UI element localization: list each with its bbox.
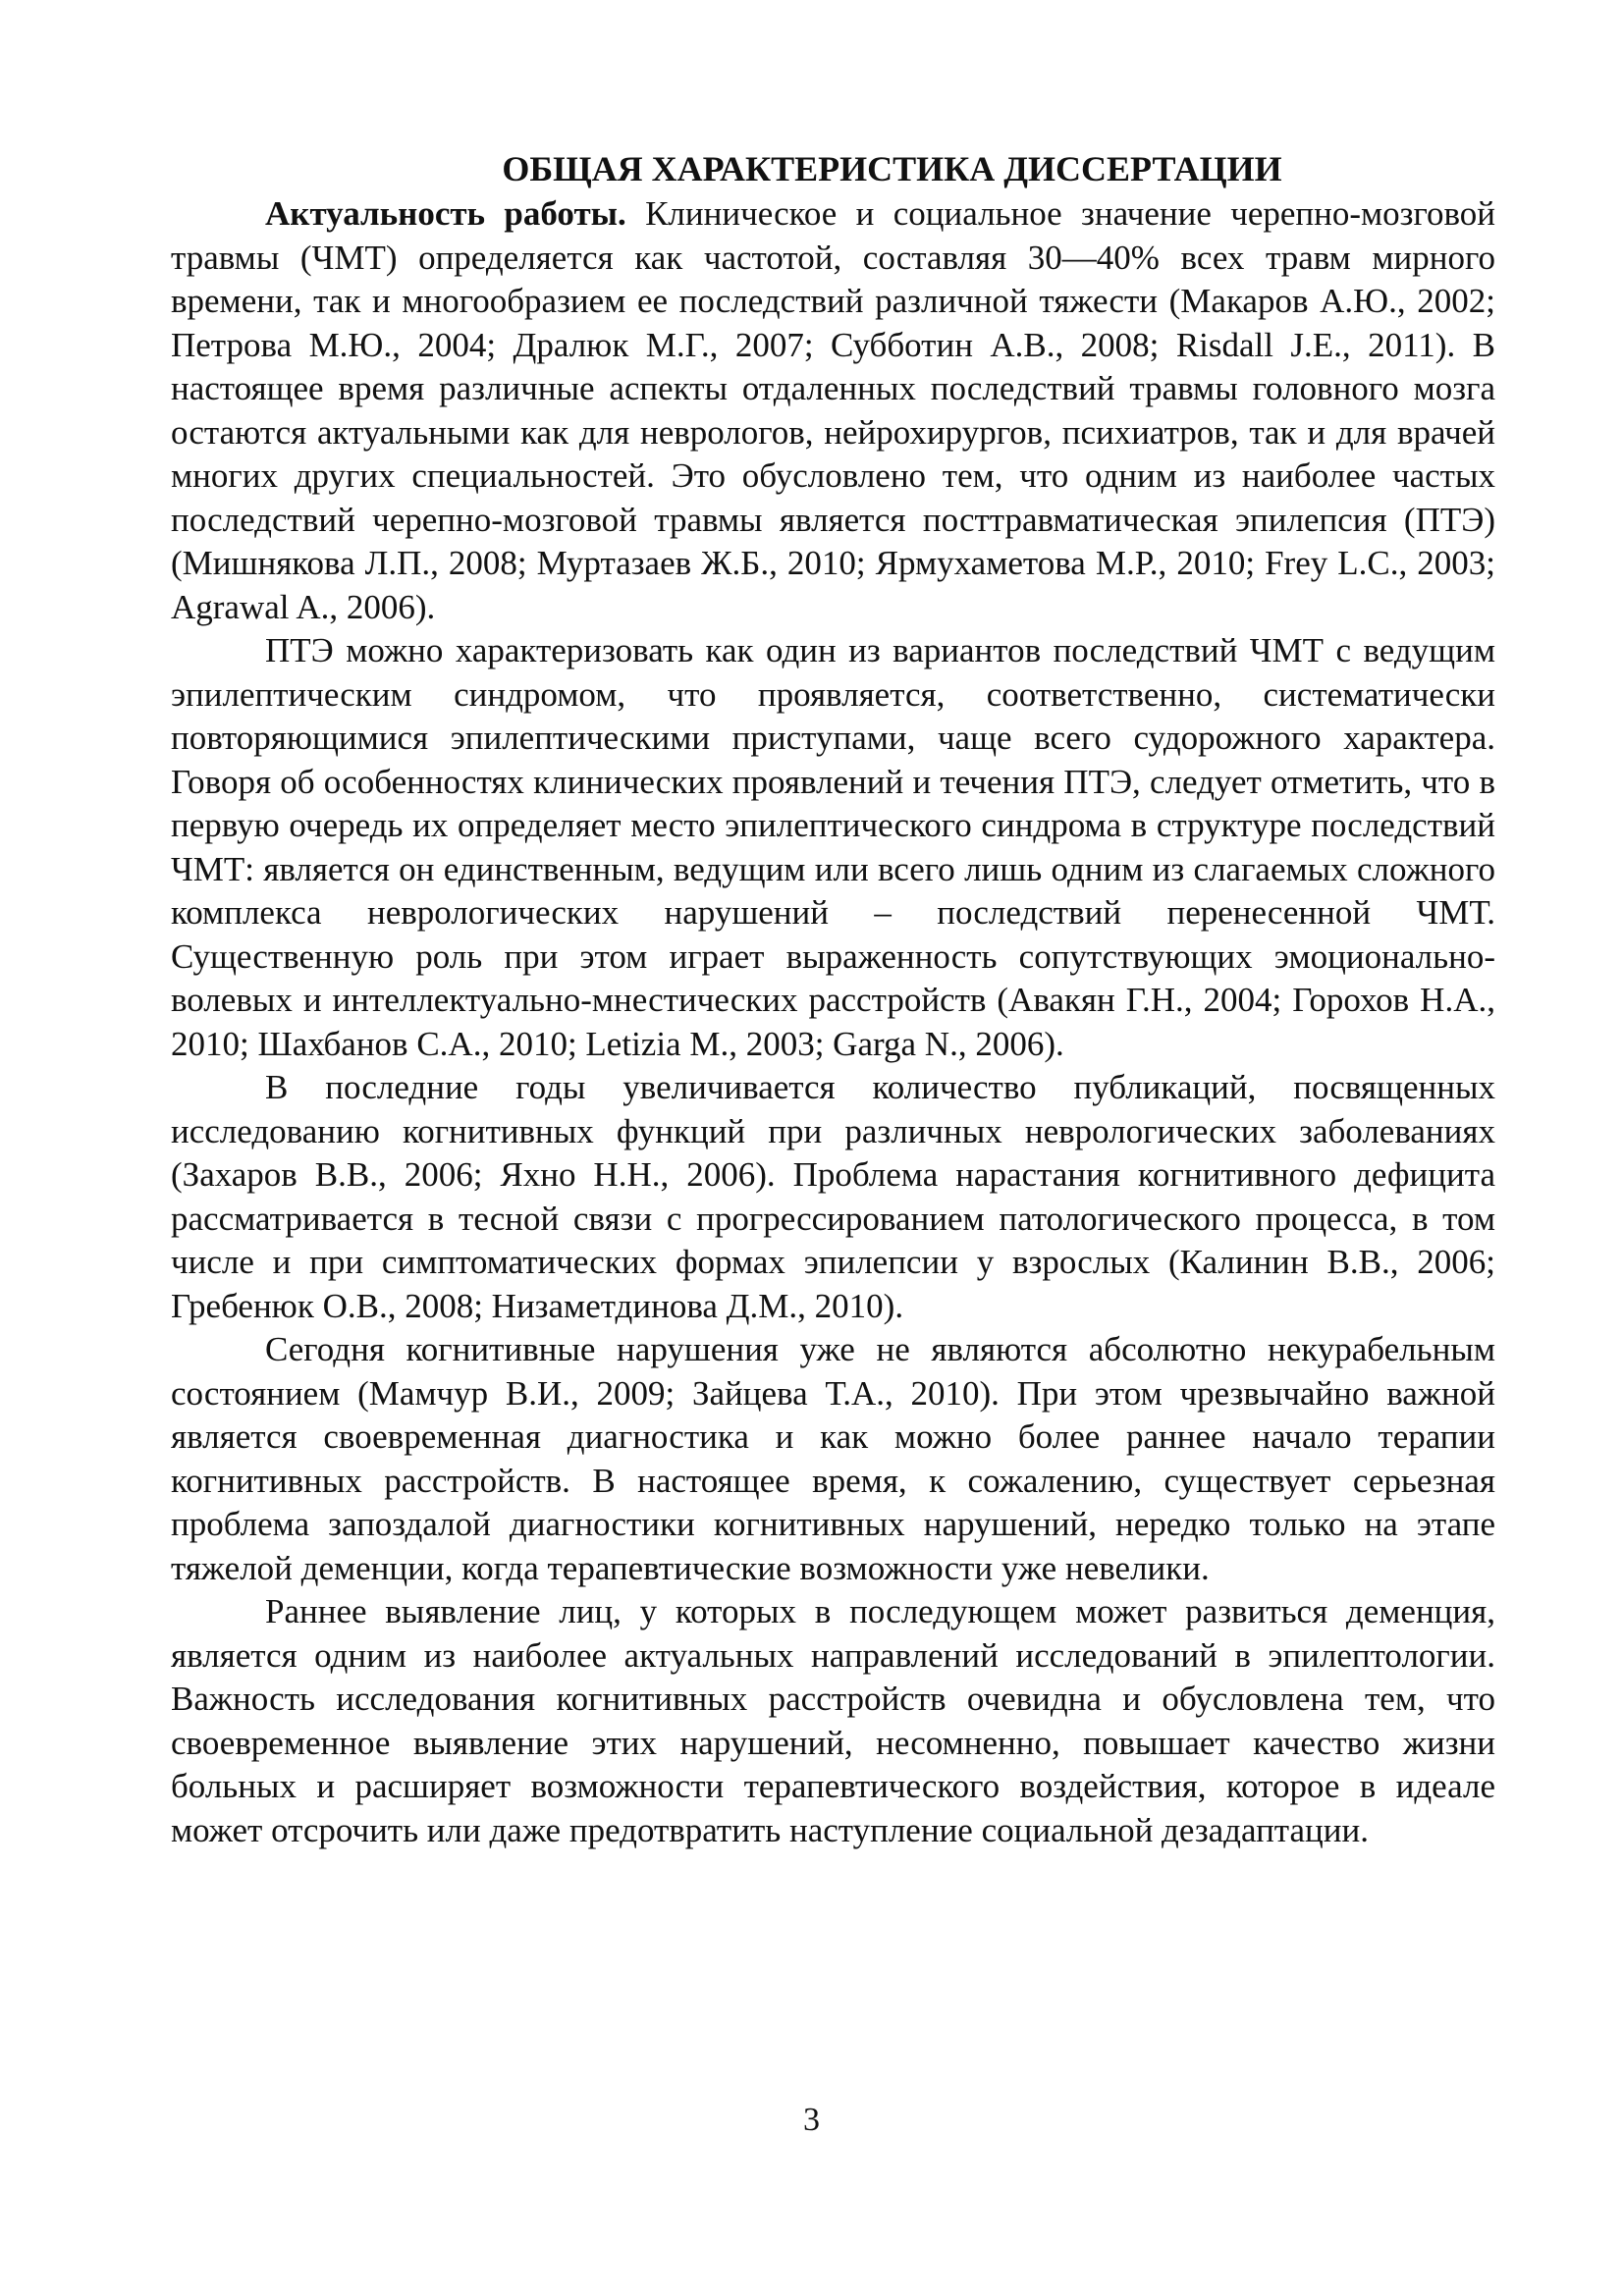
document-page	[171, 147, 1495, 1852]
page-number: 3	[803, 2102, 820, 2138]
paragraph: Раннее выявление лиц, у которых в последующем может развиться деменция, является одним из наиболее актуальных направлений исследований в эпилептологии. Важность исследования когнитивных расстройств очевидна и обусловлена тем, что своевременное выявление этих нарушений, несомненно, повышает качество жизни больных и расширяет возможности терапевтического воздействия, которое в идеале может отсрочить или даже предотвратить наступление социальной дезадаптации.	[171, 1592, 1495, 1849]
page-title: ОБЩАЯ ХАРАКТЕРИСТИКА ДИССЕРТАЦИИ	[502, 149, 1282, 188]
section-heading: Актуальность работы.	[265, 194, 626, 233]
paragraph-text: Клиническое и социальное значение черепно-мозговой травмы (ЧМТ) определяется как частотой, составляя 30—40% всех травм мирного времени, так и многообразием ее последствий различной тяжести (Макаров А.Ю., 2002; Петрова М.Ю., 2004; Дралюк М.Г., 2007; Субботин А.В., 2008; Risdall J.E., 2011). В настоящее время различные аспекты отдаленных последствий травмы головного мозга остаются актуальными как для неврологов, нейрохирургов, психиатров, так и для врачей многих других специальностей. Это обусловлено тем, что одним из наиболее частых последствий черепно-мозговой травмы является посттравматическая эпилепсия (ПТЭ) (Мишнякова Л.П., 2008; Муртазаев Ж.Б., 2010; Ярмухаметова М.Р., 2010; Frey L.C., 2003; Agrawal A., 2006).	[171, 194, 1495, 626]
paragraph: В последние годы увеличивается количество публикаций, посвященных исследованию когнитивных функций при различных неврологических заболеваниях (Захаров В.В., 2006; Яхно Н.Н., 2006). Проблема нарастания когнитивного дефицита рассматривается в тесной связи с прогрессированием патологического процесса, в том числе и при симптоматических формах эпилепсии у взрослых (Калинин В.В., 2006; Гребенюк О.В., 2008; Низаметдинова Д.М., 2010).	[171, 1068, 1495, 1325]
paragraph: Сегодня когнитивные нарушения уже не являются абсолютно некурабельным состоянием (Мамчур В.И., 2009; Зайцева Т.А., 2010). При этом чрезвычайно важной является своевременная диагностика и как можно более раннее начало терапии когнитивных расстройств. В настоящее время, к сожалению, существует серьезная проблема запоздалой диагностики когнитивных нарушений, нередко только на этапе тяжелой деменции, когда терапевтические возможности уже невелики.	[171, 1330, 1495, 1587]
paragraph: ПТЭ можно характеризовать как один из вариантов последствий ЧМТ с ведущим эпилептическим синдромом, что проявляется, соответственно, систематически повторяющимися эпилептическими приступами, чаще всего судорожного характера. Говоря об особенностях клинических проявлений и течения ПТЭ, следует отметить, что в первую очередь их определяет место эпилептического синдрома в структуре последствий ЧМТ: является он единственным, ведущим или всего лишь одним из слагаемых сложного комплекса неврологических нарушений – последствий перенесенной ЧМТ. Существенную роль при этом играет выраженность сопутствующих эмоционально-волевых и интеллектуально-мнестических расстройств (Авакян Г.Н., 2004; Горохов Н.А., 2010; Шахбанов С.А., 2010; Letizia M., 2003; Garga N., 2006).	[171, 631, 1495, 1063]
paragraph-relevance	[171, 192, 1495, 629]
